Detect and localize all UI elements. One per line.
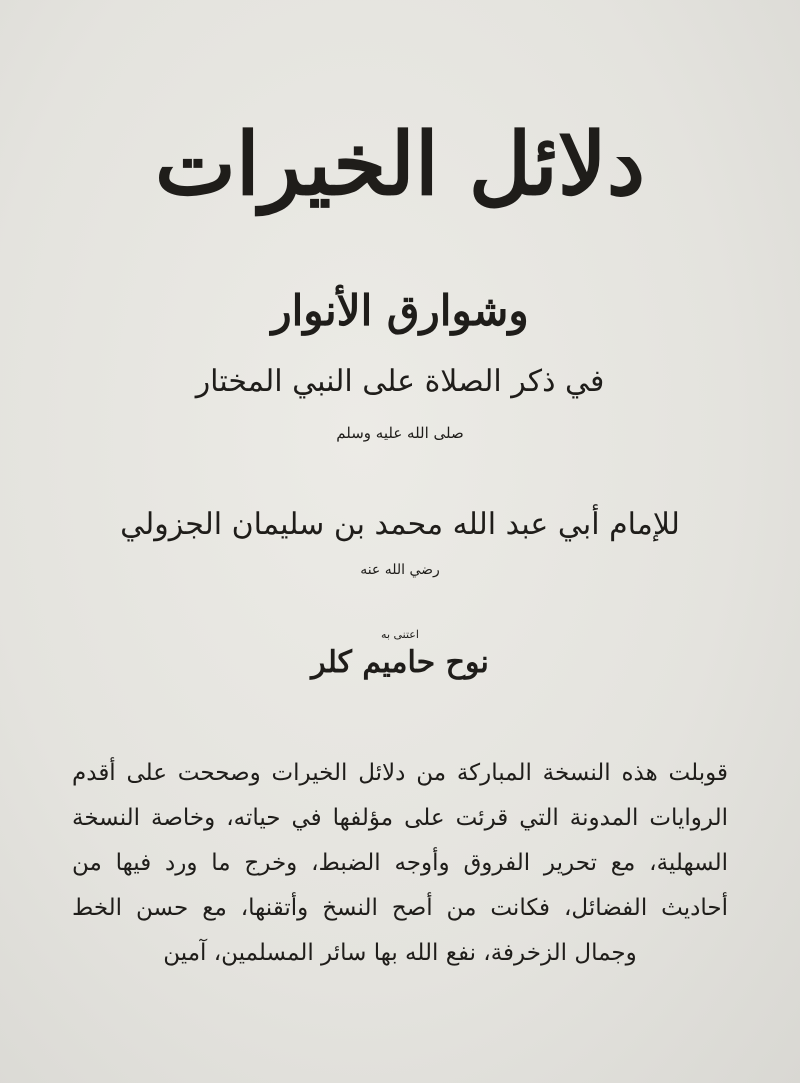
prophet-blessing: صلى الله عليه وسلم bbox=[336, 424, 464, 442]
author-name: للإمام أبي عبد الله محمد بن سليمان الجزولي bbox=[120, 507, 680, 542]
edition-description: قوبلت هذه النسخة المباركة من دلائل الخيرات وصححت على أقدم الروايات المدونة التي قرئت على مؤلفها في حياته، وخاصة النسخة السهلية، مع تحرير الفروق وأوجه الضبط، وخرج ما ورد فيها من أحاديث الفضائل، فكانت من أصح النسخ وأتقنها، مع حسن الخط وجمال الزخرفة، نفع الله بها سائر المسلمين، آمين bbox=[72, 760, 728, 966]
book-subtitle-line2: في ذكر الصلاة على النبي المختار bbox=[195, 364, 605, 399]
book-title: دلائل الخيرات bbox=[154, 114, 646, 215]
author-blessing: رضي الله عنه bbox=[360, 562, 440, 578]
editor-name: نوح حاميم كلر bbox=[311, 645, 489, 680]
book-subtitle: وشوارق الأنوار bbox=[271, 286, 529, 335]
editor-label: اعتنى به bbox=[381, 628, 419, 641]
